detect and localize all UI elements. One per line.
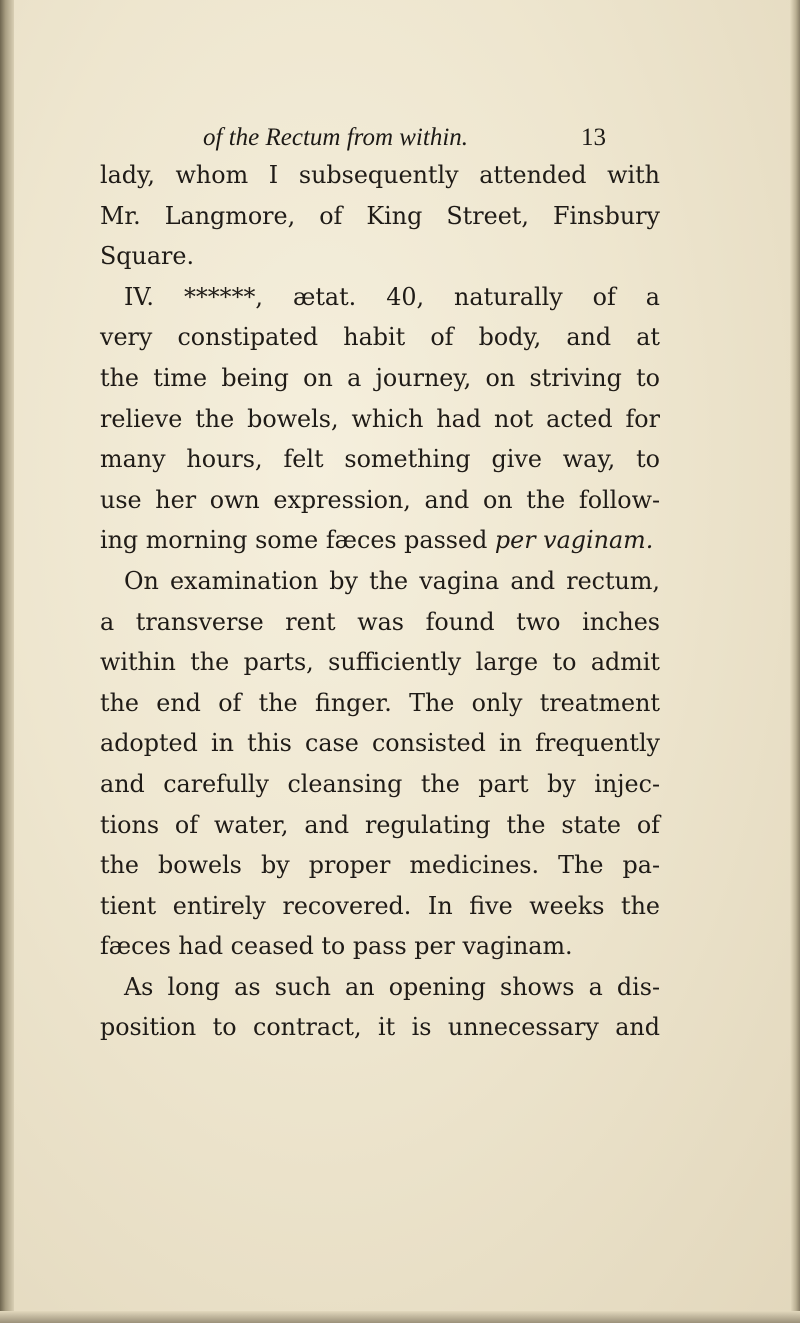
text-line-10: [100, 520, 660, 561]
text-line-11: On examination by the vagina and rectum,: [124, 566, 660, 595]
running-head: [203, 120, 606, 160]
text-line-16: and carefully cleansing the part by injec-: [100, 769, 660, 798]
text-line-22: position to contract, it is unnecessary and: [100, 1013, 660, 1042]
text-line-21: As long as such an opening shows a dis-: [124, 972, 660, 1001]
running-head-title: of the Rectum from within.: [203, 124, 469, 151]
text-line-6: the time being on a journey, on striving to: [100, 363, 660, 392]
page-right-edge: [790, 0, 800, 1323]
text-line-15: adopted in this case consisted in frequently: [100, 729, 660, 758]
text-line-8: many hours, felt something give way, to: [100, 445, 660, 474]
text-line-13: within the parts, sufficiently large to admit: [100, 648, 660, 677]
text-line-5: very constipated habit of body, and at: [100, 323, 660, 352]
text-line-20: fæces had ceased to pass per vaginam.: [100, 932, 573, 961]
text-line-18: the bowels by proper medicines. The pa-: [100, 851, 660, 880]
text-line-17: tions of water, and regulating the state of: [100, 810, 660, 839]
body-text: [100, 155, 660, 1048]
text-line-12: a transverse rent was found two inches: [100, 607, 660, 636]
text-line-4: IV. ******, ætat. 40, naturally of a: [124, 282, 660, 311]
page-gutter-shadow: [0, 0, 14, 1323]
page-bottom-edge: [0, 1311, 800, 1323]
text-line-7: relieve the bowels, which had not acted for: [100, 404, 660, 433]
text-line-10-roman: ing morning some fæces passed: [100, 526, 495, 555]
page-number: 13: [581, 124, 606, 151]
text-line-1: lady, whom I subsequently attended with: [100, 161, 660, 189]
text-line-9: use her own expression, and on the follow-: [100, 485, 660, 514]
text-line-19: tient entirely recovered. In five weeks the: [100, 891, 660, 920]
text-line-3: Square.: [100, 242, 195, 271]
text-line-14: the end of the finger. The only treatment: [100, 688, 660, 717]
italic-phrase: per vaginam.: [494, 526, 654, 555]
text-line-2: Mr. Langmore, of King Street, Finsbury: [100, 201, 660, 230]
